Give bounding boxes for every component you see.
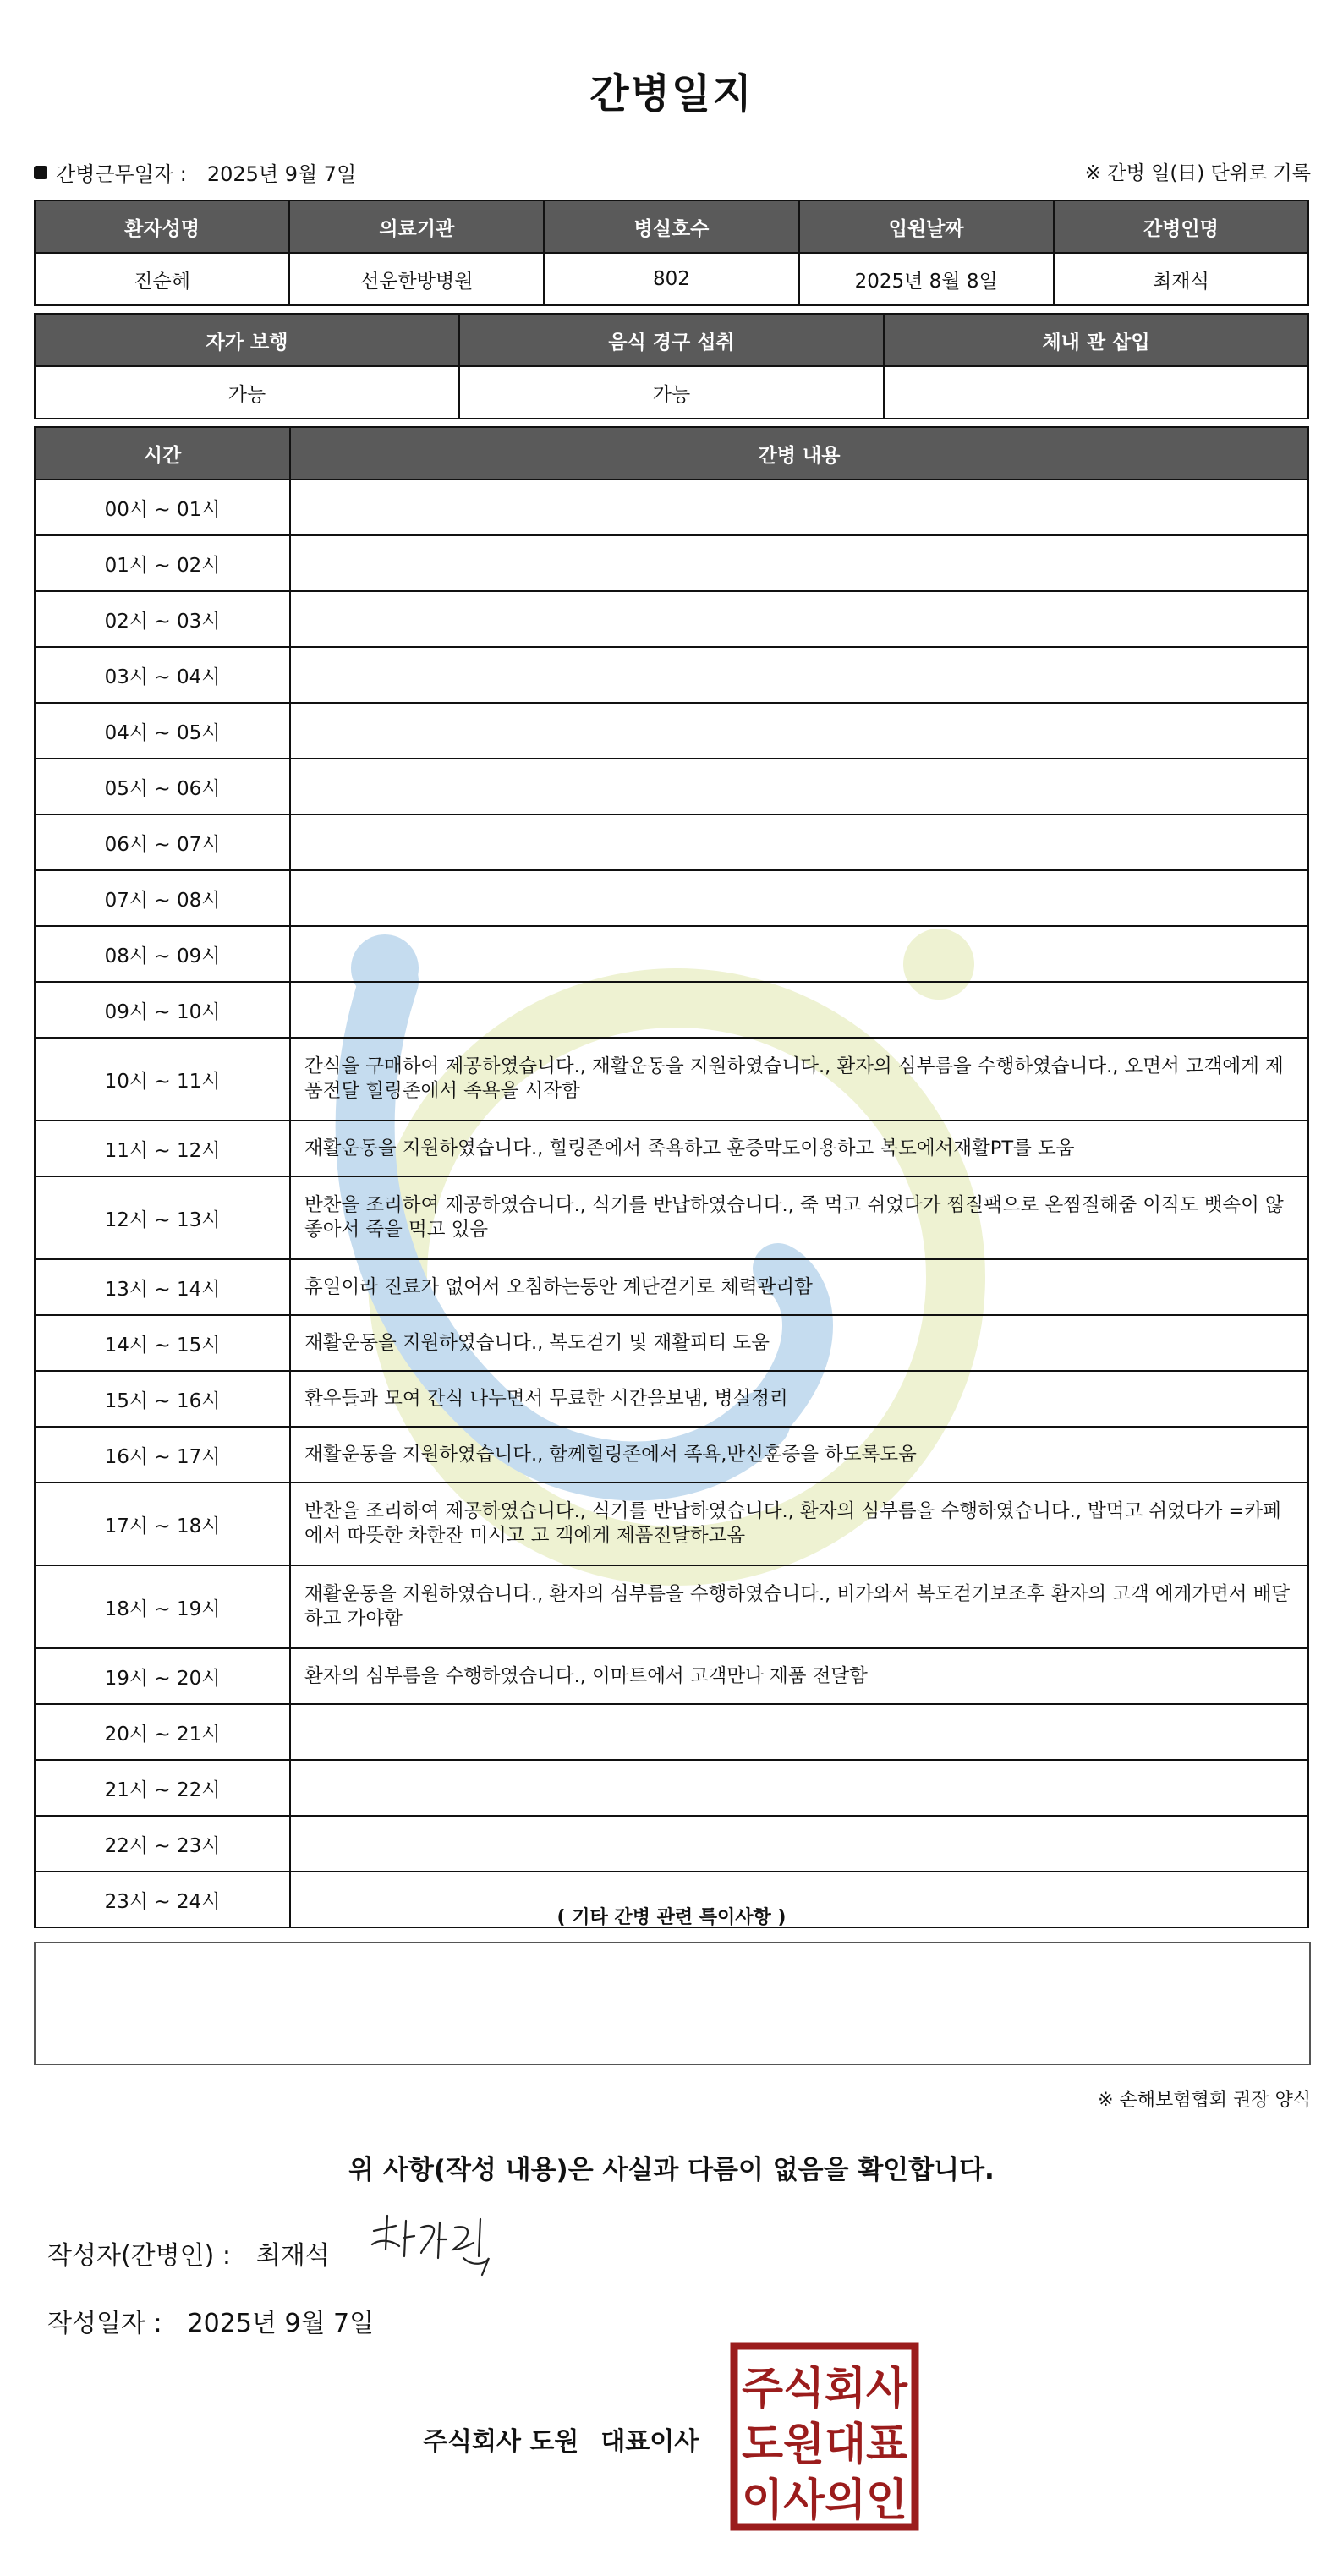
care-log-time-cell: 15시 ~ 16시 [35,1371,290,1427]
bullet-square-icon [34,166,47,179]
care-log-row [35,1565,1308,1648]
care-log-content-cell: 반찬을 조리하여 제공하였습니다., 식기를 반납하였습니다., 환자의 심부름을 수행하였습니다., 밥먹고 쉬었다가 =카페에서 따뜻한 차한잔 미시고 고 객에게 제품전달하고옴 [290,1483,1308,1565]
care-log-time-cell: 00시 ~ 01시 [35,480,290,535]
care-log-row [35,1816,1308,1872]
document-title: 간병일지 [589,70,754,118]
seal-text-line: 도원대표 [742,2420,907,2470]
header-time: 시간 [35,427,290,480]
care-log-content-cell: 재활운동을 지원하였습니다., 함께힐링존에서 족욕,반신훈증을 하도록도움 [290,1427,1308,1483]
room-number-cell: 802 [544,253,798,305]
patient-name-cell: 진순혜 [35,253,289,305]
remarks-box [34,1942,1311,2065]
care-log-time-cell: 22시 ~ 23시 [35,1816,290,1872]
ability-value-row [35,366,1308,419]
header-admission-date: 입원날짜 [799,200,1054,253]
header-patient-name: 환자성명 [35,200,289,253]
care-log-row [35,1259,1308,1315]
care-log-content-cell [290,1872,1308,1927]
patient-ability-table [34,313,1309,419]
care-log-row [35,1760,1308,1816]
care-log-content-cell [290,926,1308,982]
care-log-row [35,982,1308,1038]
care-log-time-cell: 08시 ~ 09시 [35,926,290,982]
header-self-walking: 자가 보행 [35,314,459,366]
care-log-content-cell [290,480,1308,535]
confirm-statement: 위 사항(작성 내용)은 사실과 다름이 없음을 확인합니다. [348,2155,995,2185]
company-name: 주식회사 도원 [423,2427,579,2457]
header-caregiver-name: 간병인명 [1054,200,1308,253]
care-log-content-cell: 간식을 구매하여 제공하였습니다., 재활운동을 지원하였습니다., 환자의 심부름을 수행하였습니다., 오면서 고객에게 제품전달 힐링존에서 족욕을 시작함 [290,1038,1308,1121]
writer-name: 최재석 [255,2241,330,2271]
self-walking-cell: 가능 [35,366,459,419]
care-log-row [35,1315,1308,1371]
patient-info-header-row [35,200,1308,253]
care-log-time-cell: 18시 ~ 19시 [35,1565,290,1648]
care-date-label: 간병근무일자 : [56,162,187,186]
unit-note: ※ 간병 일(日) 단위로 기록 [1084,162,1311,184]
care-log-content-cell [290,982,1308,1038]
care-log-body [35,480,1308,1927]
care-log-time-cell: 12시 ~ 13시 [35,1176,290,1259]
care-log-row [35,1648,1308,1704]
header-tube-insertion: 체내 관 삽입 [884,314,1308,366]
header-oral-intake: 음식 경구 섭취 [459,314,884,366]
remarks-title: ( 기타 간병 관련 특이사항 ) [556,1907,787,1928]
care-log-time-cell: 03시 ~ 04시 [35,647,290,703]
company-title: 대표이사 [600,2427,699,2457]
seal-text-line: 주식회사 [742,2364,908,2414]
care-date-row [34,157,356,187]
written-date-value: 2025년 9월 7일 [187,2309,375,2338]
care-date-value: 2025년 9월 7일 [206,162,357,186]
written-date-label: 작성일자 : [47,2309,162,2338]
care-log-row [35,647,1308,703]
care-log-row [35,1427,1308,1483]
header-room-number: 병실호수 [544,200,798,253]
handwritten-signature-icon [362,2206,506,2282]
care-log-row [35,535,1308,591]
care-log-content-cell: 재활운동을 지원하였습니다., 힐링존에서 족욕하고 훈증막도이용하고 복도에서재활PT를 도움 [290,1121,1308,1176]
care-log-row [35,814,1308,870]
care-log-row [35,591,1308,647]
care-log-time-cell: 14시 ~ 15시 [35,1315,290,1371]
care-log-time-cell: 21시 ~ 22시 [35,1760,290,1816]
care-log-content-cell: 환자의 심부름을 수행하였습니다., 이마트에서 고객만나 제품 전달함 [290,1648,1308,1704]
care-log-row [35,1872,1308,1927]
care-log-time-cell: 02시 ~ 03시 [35,591,290,647]
care-log-time-cell: 05시 ~ 06시 [35,759,290,814]
care-log-content-cell: 환우들과 모여 간식 나누면서 무료한 시간을보냄, 병실정리 [290,1371,1308,1427]
care-log-time-cell: 01시 ~ 02시 [35,535,290,591]
header-care-content: 간병 내용 [290,427,1308,480]
writer-label: 작성자(간병인) : [47,2241,231,2271]
tube-insertion-cell [884,366,1308,419]
care-log-time-cell: 13시 ~ 14시 [35,1259,290,1315]
company-seal-stamp-icon [729,2341,920,2532]
recommend-note: ※ 손해보험협회 권장 양식 [1098,2090,1311,2111]
patient-info-value-row [35,253,1308,305]
care-log-time-cell: 04시 ~ 05시 [35,703,290,759]
care-log-content-cell [290,870,1308,926]
care-log-row [35,759,1308,814]
care-log-time-cell: 23시 ~ 24시 [35,1872,290,1927]
care-log-table [34,426,1309,1928]
care-log-content-cell [290,703,1308,759]
writer-row [47,2234,330,2272]
seal-text-line: 이사의인 [742,2475,907,2526]
care-log-content-cell: 휴일이라 진료가 없어서 오침하는동안 계단걷기로 체력관리함 [290,1259,1308,1315]
care-log-row [35,870,1308,926]
care-log-row [35,703,1308,759]
care-log-time-cell: 10시 ~ 11시 [35,1038,290,1121]
care-log-content-cell [290,759,1308,814]
care-log-content-cell: 재활운동을 지원하였습니다., 복도걷기 및 재활피티 도움 [290,1315,1308,1371]
written-date-row [47,2302,374,2339]
ability-header-row [35,314,1308,366]
admission-date-cell: 2025년 8월 8일 [799,253,1054,305]
care-log-time-cell: 06시 ~ 07시 [35,814,290,870]
care-log-row [35,1121,1308,1176]
care-log-content-cell: 반찬을 조리하여 제공하였습니다., 식기를 반납하였습니다., 죽 먹고 쉬었다가 찜질팩으로 온찜질해줌 이직도 뱃속이 않좋아서 죽을 먹고 있음 [290,1176,1308,1259]
care-log-content-cell [290,1760,1308,1816]
care-log-time-cell: 16시 ~ 17시 [35,1427,290,1483]
care-log-content-cell [290,591,1308,647]
care-log-time-cell: 07시 ~ 08시 [35,870,290,926]
care-log-row [35,1371,1308,1427]
oral-intake-cell: 가능 [459,366,884,419]
hospital-cell: 선운한방병원 [289,253,544,305]
care-log-time-cell: 20시 ~ 21시 [35,1704,290,1760]
care-log-row [35,480,1308,535]
header-hospital: 의료기관 [289,200,544,253]
care-log-content-cell [290,1704,1308,1760]
company-row [423,2420,699,2458]
care-log-row [35,1038,1308,1121]
care-log-time-cell: 19시 ~ 20시 [35,1648,290,1704]
care-log-content-cell [290,647,1308,703]
care-log-content-cell [290,814,1308,870]
care-log-content-cell: 재활운동을 지원하였습니다., 환자의 심부름을 수행하였습니다., 비가와서 복도걷기보조후 환자의 고객 에게가면서 배달하고 가야함 [290,1565,1308,1648]
care-log-time-cell: 11시 ~ 12시 [35,1121,290,1176]
patient-info-table [34,200,1309,306]
care-log-row [35,926,1308,982]
care-log-content-cell [290,535,1308,591]
caregiver-name-cell: 최재석 [1054,253,1308,305]
care-log-header-row [35,427,1308,480]
care-log-row [35,1176,1308,1259]
care-log-row [35,1483,1308,1565]
care-log-time-cell: 09시 ~ 10시 [35,982,290,1038]
care-log-row [35,1704,1308,1760]
care-log-time-cell: 17시 ~ 18시 [35,1483,290,1565]
care-log-content-cell [290,1816,1308,1872]
